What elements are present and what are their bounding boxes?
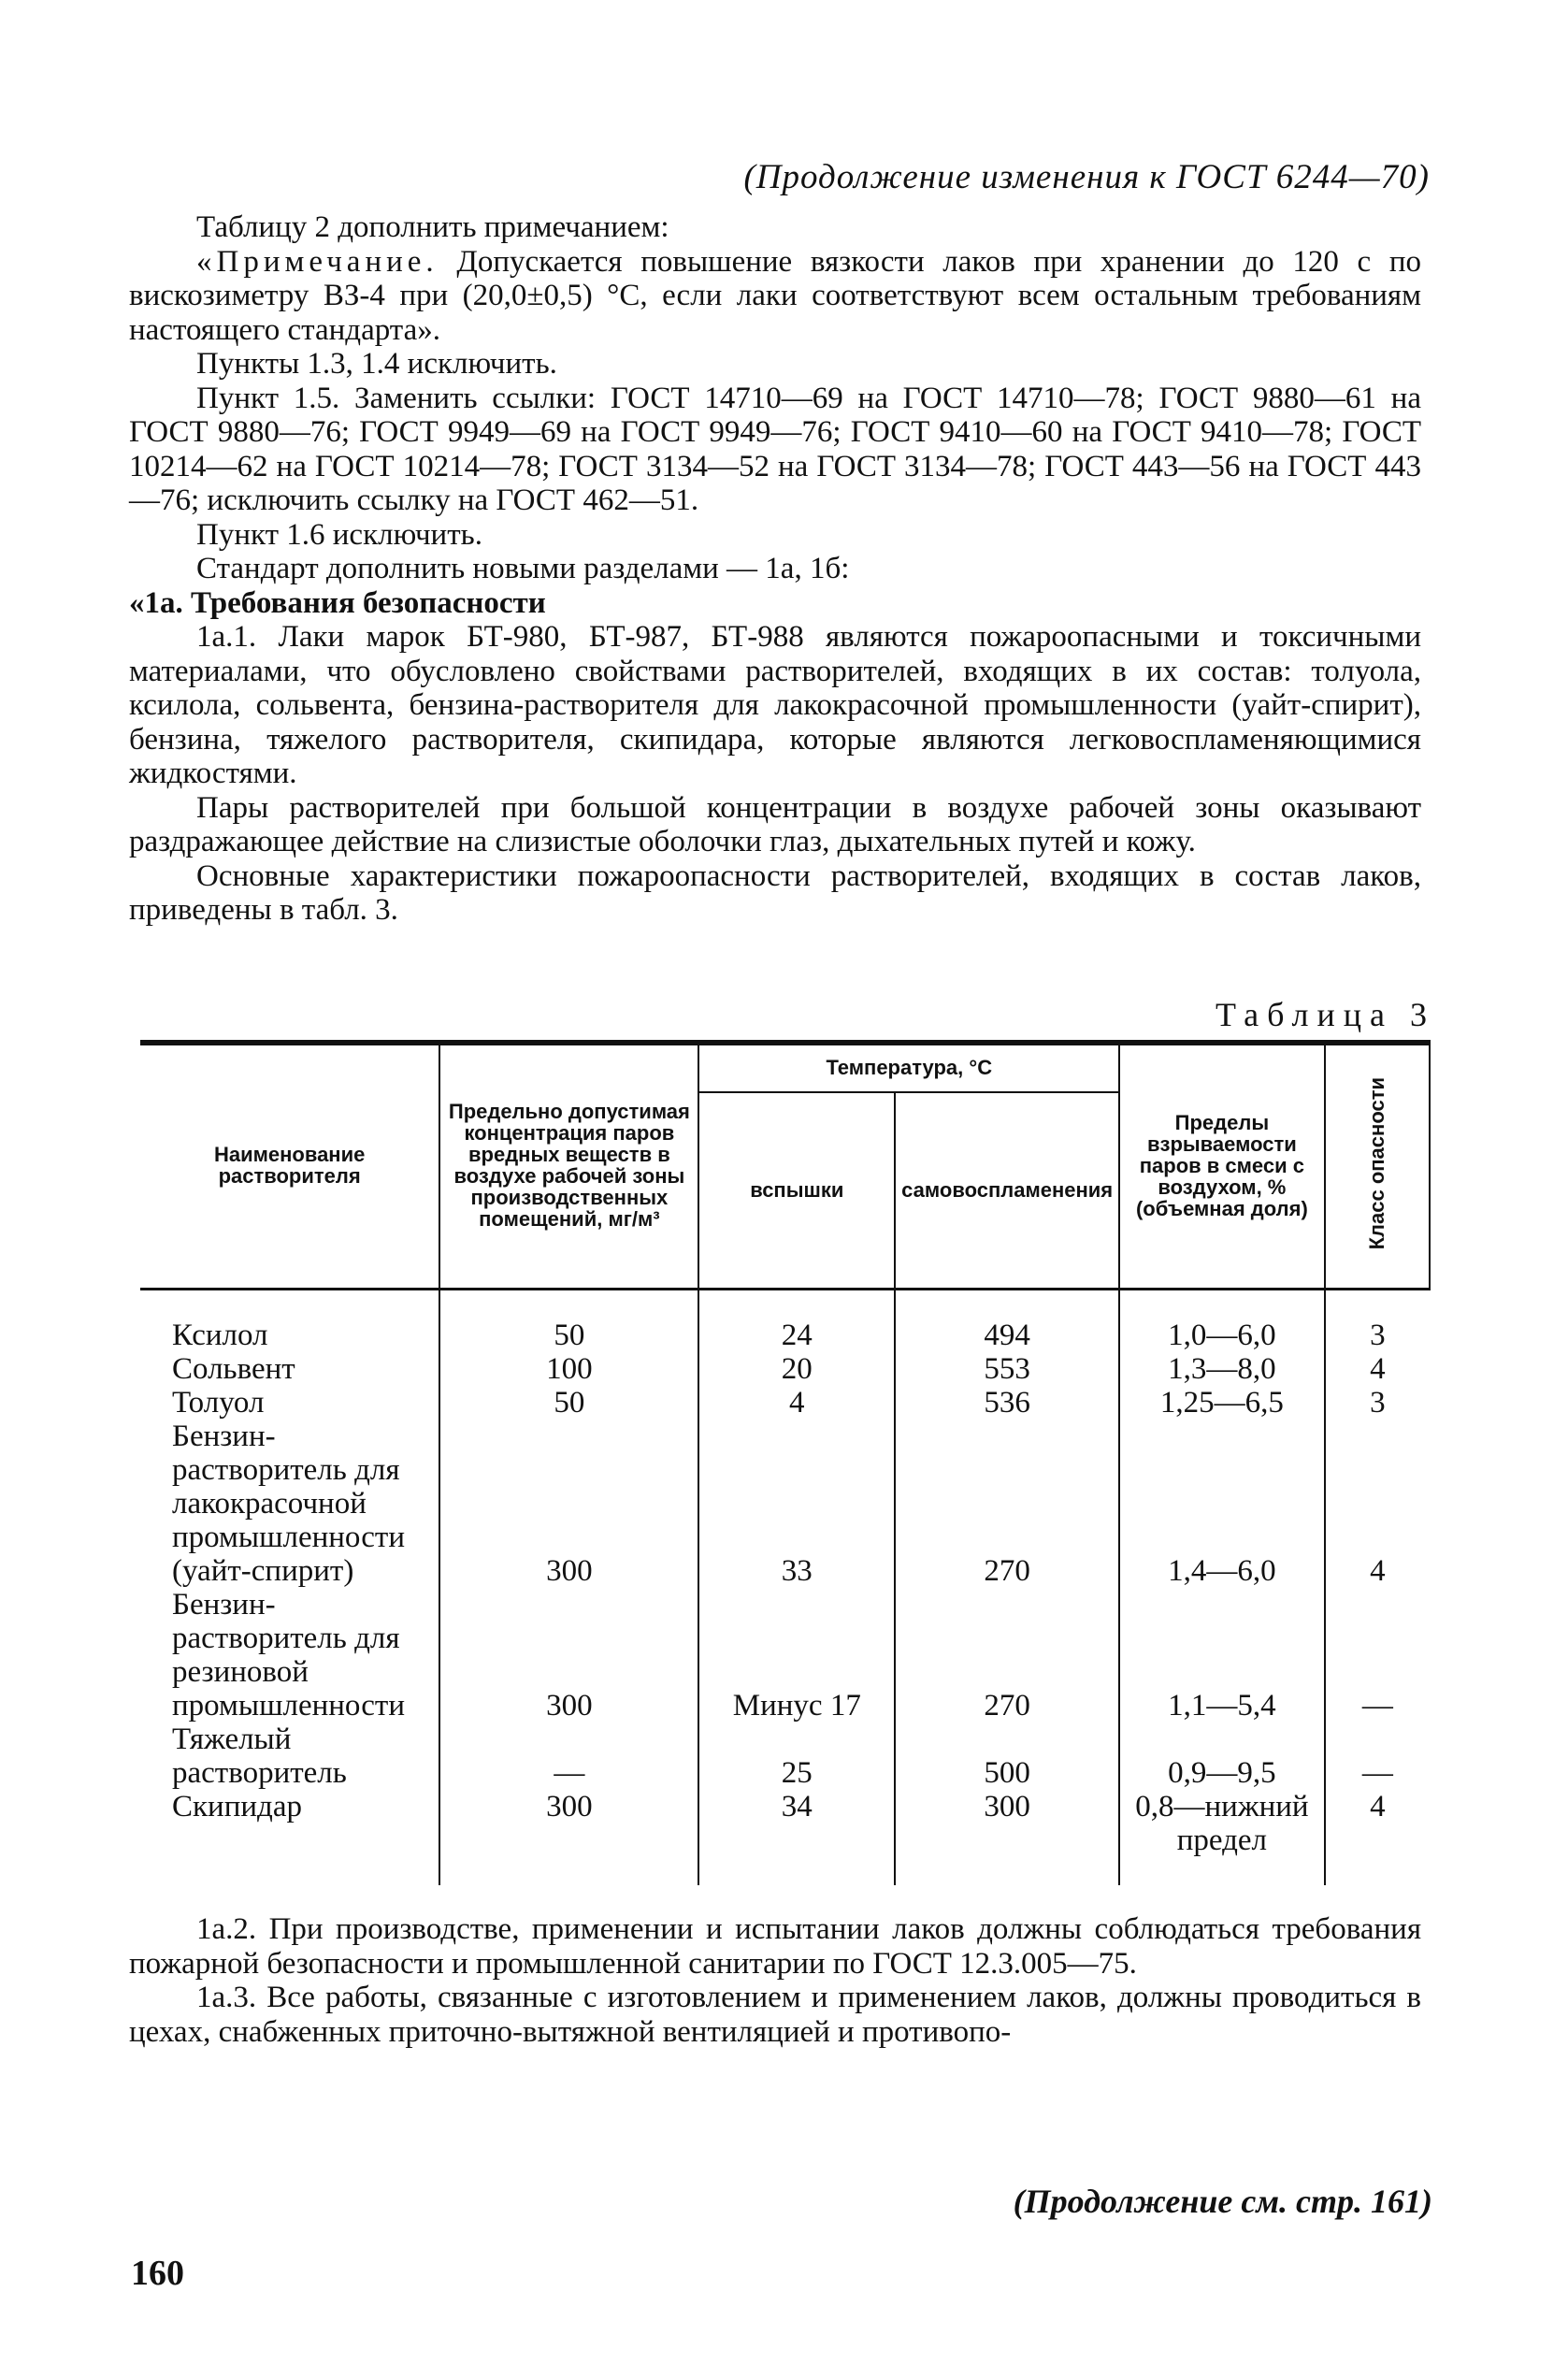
table-row: [140, 1289, 1430, 1352]
paragraph-3: Пункты 1.3, 1.4 исключить.: [196, 347, 557, 381]
cell-autoign: 270: [895, 1420, 1119, 1588]
cell-conc: 300: [439, 1420, 698, 1588]
cell-autoign: 270: [895, 1588, 1119, 1723]
cell-limits: 1,0—6,0: [1119, 1289, 1324, 1352]
page-number: 160: [131, 2254, 184, 2293]
table-row: [140, 1723, 1430, 1790]
table-row: [140, 1790, 1430, 1885]
cell-hazard: 3: [1370, 1318, 1386, 1352]
table-row: [140, 1386, 1430, 1420]
cell-hazard: —: [1361, 1755, 1393, 1790]
table-row: [140, 1420, 1430, 1588]
cell-autoign: 536: [895, 1386, 1119, 1420]
header-hazard-class: [1325, 1042, 1430, 1289]
cell-flash: 20: [698, 1352, 895, 1386]
paragraph-6: Стандарт дополнить новыми разделами — 1а, 1б:: [196, 552, 850, 585]
cell-limits: 1,25—6,5: [1119, 1386, 1324, 1420]
table-caption: Таблица 3: [1216, 996, 1435, 1033]
cell-name: Скипидар: [140, 1790, 439, 1885]
header-hazard-label: Класс опасности: [1365, 1077, 1389, 1250]
cell-hazard: 4: [1370, 1789, 1386, 1823]
cell-name: Бензин-растворитель для лакокрасочной промышленности (уайт-спирит): [140, 1420, 439, 1588]
cell-flash: 24: [698, 1289, 895, 1352]
cell-hazard: —: [1361, 1688, 1393, 1723]
header-name: Наименование растворителя: [140, 1042, 439, 1289]
cell-limits: 0,8—нижний предел: [1119, 1790, 1324, 1885]
paragraph-7: 1а.1. Лаки марок БТ-980, БТ-987, БТ-988 являются пожароопасными и токсичными материалами, что обусловлено свойствами растворителей, входящих в их состав: толуола, ксилола, сольвента, бензина-растворителя для лакокрасочной промышленности (уайт-спирит), бензина, тяжелого растворителя, скипидара, которые являются легковоспламеняющимися жидкостями.: [129, 620, 1421, 790]
cell-name: Толуол: [140, 1386, 439, 1420]
cell-autoign: 553: [895, 1352, 1119, 1386]
cell-conc: —: [439, 1723, 698, 1790]
header-temperature: Температура, °С: [698, 1042, 1119, 1092]
cell-flash: 4: [698, 1386, 895, 1420]
cell-name: Тяжелый растворитель: [140, 1723, 439, 1790]
solvents-table: [140, 1040, 1431, 1885]
header-limits: Пределы взрываемости паров в смеси с воздухом, % (объемная доля): [1119, 1042, 1324, 1289]
paragraph-4: Пункт 1.5. Заменить ссылки: ГОСТ 14710—69 на ГОСТ 14710—78; ГОСТ 9880—61 на ГОСТ 9880—76; ГОСТ 9949—69 на ГОСТ 9949—76; ГОСТ 9410—60 на ГОСТ 9410—78; ГОСТ 10214—62 на ГОСТ 10214—78; ГОСТ 3134—52 на ГОСТ 3134—78; ГОСТ 443—56 на ГОСТ 443—76; исключить ссылку на ГОСТ 462—51.: [129, 381, 1421, 517]
body-text: [129, 210, 1421, 928]
paragraph-1a2: 1а.2. При производстве, применении и испытании лаков должны соблюдаться требования пожарной безопасности и промышленной санитарии по ГОСТ 12.3.005—75.: [129, 1912, 1421, 1981]
cell-hazard: 4: [1370, 1553, 1386, 1588]
cell-limits: 1,4—6,0: [1119, 1420, 1324, 1588]
cell-flash: 25: [698, 1723, 895, 1790]
note-text: Допускается повышение вязкости лаков при хранении до 120 с по вискозиметру ВЗ-4 при (20,0±0,5) °С, если лаки соответствуют всем остальным требованиям настоящего стандарта».: [129, 244, 1421, 347]
paragraph-1: Таблицу 2 дополнить примечанием:: [196, 210, 669, 244]
cell-name: Ксилол: [140, 1289, 439, 1352]
cell-hazard: 3: [1370, 1385, 1386, 1420]
header-concentration: Предельно допустимая концентрация паров вредных веществ в воздухе рабочей зоны производственных помещений, мг/м³: [439, 1042, 698, 1289]
cell-autoign: 494: [895, 1289, 1119, 1352]
cell-name: Сольвент: [140, 1352, 439, 1386]
cell-name: Бензин-растворитель для резиновой промышленности: [140, 1588, 439, 1723]
cell-flash: 33: [698, 1420, 895, 1588]
header-flash: вспышки: [698, 1092, 895, 1289]
cell-conc: 50: [439, 1386, 698, 1420]
header-autoignition: самовоспламенения: [895, 1092, 1119, 1289]
cell-hazard: 4: [1370, 1351, 1386, 1386]
cell-limits: 1,3—8,0: [1119, 1352, 1324, 1386]
cell-autoign: 500: [895, 1723, 1119, 1790]
paragraph-note: [129, 245, 1421, 348]
cell-conc: 50: [439, 1289, 698, 1352]
table-row: [140, 1352, 1430, 1386]
table-row: [140, 1588, 1430, 1723]
paragraph-5: Пункт 1.6 исключить.: [196, 517, 482, 552]
cell-limits: 1,1—5,4: [1119, 1588, 1324, 1723]
cell-flash: 34: [698, 1790, 895, 1885]
paragraph-8: Пары растворителей при большой концентрации в воздухе рабочей зоны оказывают раздражающее действие на слизистые оболочки глаз, дыхательных путей и кожу.: [129, 790, 1421, 858]
cell-conc: 300: [439, 1790, 698, 1885]
cell-flash: Минус 17: [698, 1588, 895, 1723]
continuation-note: (Продолжение см. стр. 161): [1013, 2183, 1432, 2220]
footer-text: [129, 1912, 1421, 2049]
cell-limits: 0,9—9,5: [1119, 1723, 1324, 1790]
cell-autoign: 300: [895, 1790, 1119, 1885]
section-title: «1а. Требования безопасности: [129, 585, 546, 620]
note-lead: «Примечание.: [196, 244, 439, 279]
cell-conc: 100: [439, 1352, 698, 1386]
running-header: (Продолжение изменения к ГОСТ 6244—70): [743, 158, 1430, 196]
cell-conc: 300: [439, 1588, 698, 1723]
paragraph-9: Основные характеристики пожароопасности растворителей, входящих в состав лаков, приведены в табл. 3.: [129, 858, 1421, 927]
paragraph-1a3: 1а.3. Все работы, связанные с изготовлением и применением лаков, должны проводиться в цехах, снабженных приточно-вытяжной вентиляцией и противопо-: [129, 1981, 1421, 2049]
